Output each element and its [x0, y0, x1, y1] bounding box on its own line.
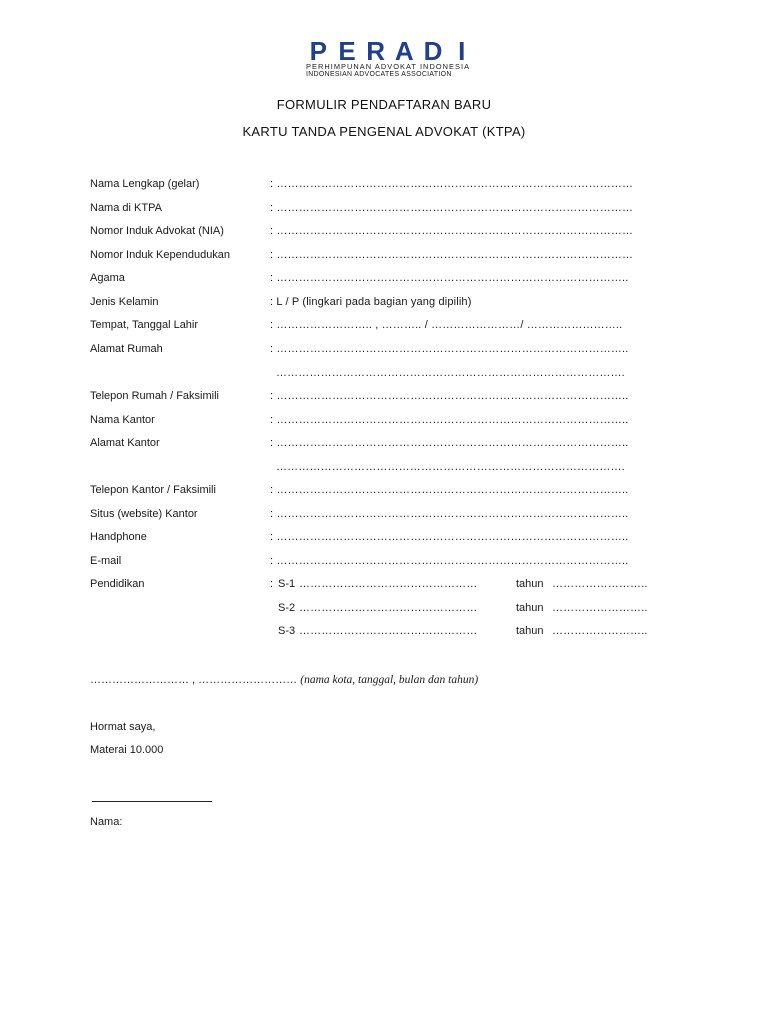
name-label: Nama:	[90, 816, 123, 828]
field-label: Agama	[90, 272, 125, 284]
field-label: Nama Kantor	[90, 414, 155, 426]
peradi-logo	[304, 40, 476, 80]
field-label: Telepon Kantor / Faksimili	[90, 484, 216, 496]
field-gender-choice[interactable]: : L / P (lingkari pada bagian yang dipilih)	[270, 296, 472, 308]
degree-key: S-2	[278, 602, 296, 614]
logo-letter: P	[309, 40, 327, 62]
logo-letter: I	[458, 40, 466, 62]
degree-year-blank[interactable]: ……………………..	[552, 625, 648, 637]
degree-year-blank[interactable]: ……………………..	[552, 602, 648, 614]
degree-blank[interactable]: …………………………………………	[299, 578, 478, 590]
field-label: E-mail	[90, 555, 122, 567]
closing-regards: Hormat saya,	[90, 721, 156, 733]
degree-year-label: tahun	[516, 578, 544, 590]
form-subtitle: KARTU TANDA PENGENAL ADVOKAT (KTPA)	[242, 124, 526, 139]
logo-letter: E	[338, 40, 356, 62]
field-label: Telepon Rumah / Faksimili	[90, 390, 219, 402]
place-date-line	[90, 672, 478, 688]
peradi-wordmark-graphic	[304, 40, 476, 62]
field-blank[interactable]: : …………………………………………………………………………………..	[270, 484, 629, 496]
field-blank[interactable]: : …………………………………………………………………………………..	[270, 437, 629, 449]
field-label: Jenis Kelamin	[90, 296, 159, 308]
field-label: Nama Lengkap (gelar)	[90, 178, 200, 190]
logo-subtitle-english: INDONESIAN ADVOCATES ASSOCIATION	[306, 71, 452, 78]
field-blank[interactable]: : …………………………………………………………………………………..	[270, 390, 629, 402]
field-blank[interactable]: : …………………………………………………………………………………..	[270, 555, 629, 567]
field-label: Nomor Induk Advokat (NIA)	[90, 225, 224, 237]
peradi-wordmark	[304, 40, 476, 62]
field-label: Handphone	[90, 531, 147, 543]
logo-letter: A	[394, 40, 414, 62]
field-label: Alamat Rumah	[90, 343, 163, 355]
degree-blank[interactable]: …………………………………………	[299, 602, 478, 614]
signature-line[interactable]	[92, 801, 212, 802]
degree-year-label: tahun	[516, 602, 544, 614]
place-date-hint: (nama kota, tanggal, bulan dan tahun)	[300, 674, 479, 686]
form-title: FORMULIR PENDAFTARAN BARU	[276, 97, 492, 112]
field-label: Nomor Induk Kependudukan	[90, 249, 231, 261]
field-blank[interactable]: : …………………………………………………………………………………..	[270, 343, 629, 355]
degree-key: S-3	[278, 625, 296, 637]
logo-subtitle-indonesian: PERHIMPUNAN ADVOKAT INDONESIA	[306, 62, 471, 71]
degree-blank[interactable]: …………………………………………	[299, 625, 478, 637]
field-blank-continuation[interactable]: ………………………………………………………………………………….	[276, 367, 625, 379]
field-blank[interactable]: : …………………….. , ……….. / ……………………/ ……………………..	[270, 319, 623, 331]
field-blank-continuation[interactable]: ………………………………………………………………………………….	[276, 461, 625, 473]
field-label: Pendidikan	[90, 578, 145, 590]
degree-key: S-1	[278, 578, 296, 590]
field-blank[interactable]: : ……………………………………………………………………………………	[270, 178, 634, 190]
degree-year-label: tahun	[516, 625, 544, 637]
degree-year-blank[interactable]: ……………………..	[552, 578, 648, 590]
place-date-blank[interactable]: ……………………… , ………………………	[90, 674, 298, 686]
field-blank[interactable]: : ……………………………………………………………………………………	[270, 249, 634, 261]
field-label: Alamat Kantor	[90, 437, 160, 449]
field-label: Situs (website) Kantor	[90, 508, 198, 520]
field-blank[interactable]: : ……………………………………………………………………………………	[270, 225, 634, 237]
field-blank[interactable]: : …………………………………………………………………………………..	[270, 272, 629, 284]
field-blank[interactable]: : …………………………………………………………………………………..	[270, 531, 629, 543]
field-blank[interactable]: : ……………………………………………………………………………………	[270, 202, 634, 214]
stamp-duty-note: Materai 10.000	[90, 744, 164, 756]
logo-letter: D	[423, 40, 443, 62]
field-blank[interactable]: : …………………………………………………………………………………..	[270, 508, 629, 520]
logo-letter: R	[366, 40, 386, 62]
education-colon: :	[270, 578, 274, 590]
field-blank[interactable]: : …………………………………………………………………………………..	[270, 414, 629, 426]
field-label: Nama di KTPA	[90, 202, 162, 214]
field-label: Tempat, Tanggal Lahir	[90, 319, 199, 331]
